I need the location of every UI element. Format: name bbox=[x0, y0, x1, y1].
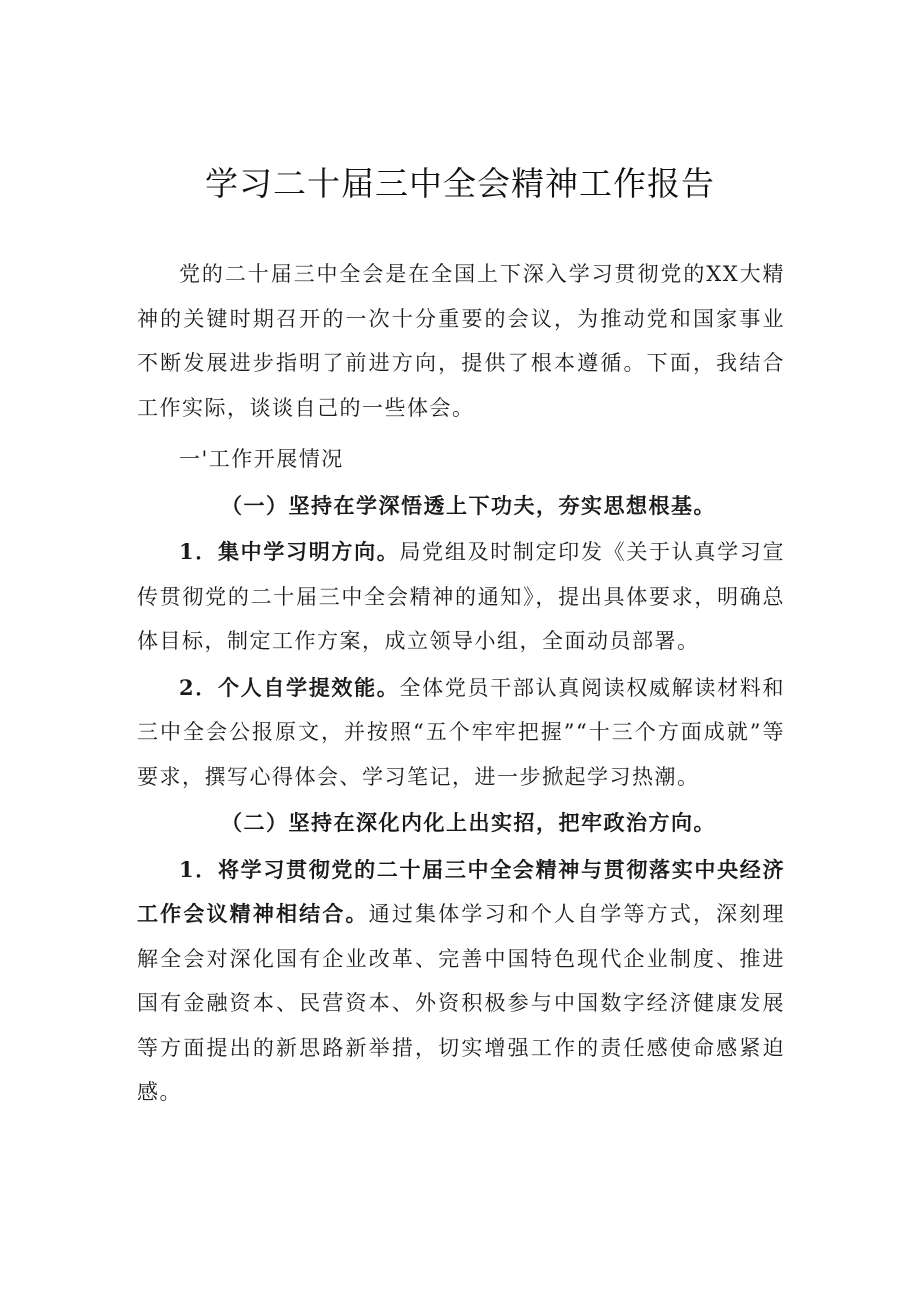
item-2-1-lead: 1．将学习贯彻党的二十届三中全会精神与贯彻落实中央经济工作会议精神相结合。 bbox=[137, 856, 785, 926]
section-heading-1: 一'工作开展情况 bbox=[179, 447, 344, 471]
item-2-1-paragraph bbox=[137, 848, 785, 1115]
intro-paragraph: 党的二十届三中全会是在全国上下深入学习贯彻党的XX大精神的关键时期召开的一次十分重要的会议，为推动党和国家事业不断发展进步指明了前进方向，提供了根本遵循。下面，我结合工作实际，谈谈自己的一些体会。 bbox=[137, 262, 785, 420]
item-2-1-text: 通过集体学习和个人自学等方式，深刻理解全会对深化国有企业改革、完善中国特色现代企业制度、推进国有金融资本、民营资本、外资积极参与中国数字经济健康发展等方面提出的新思路新举措，切实增强工作的责任感使命感紧迫感。 bbox=[137, 902, 786, 1104]
subsection-heading-1: （一）坚持在学深悟透上下功夫，夯实思想根基。 bbox=[221, 492, 716, 518]
subsection-heading-2: （二）坚持在深化内化上出实招，把牢政治方向。 bbox=[221, 810, 716, 835]
item-1-2-lead: 2．个人自学提效能。 bbox=[179, 674, 400, 700]
document-title: 学习二十届三中全会精神工作报告 bbox=[205, 164, 715, 203]
item-1-1-text: 局党组及时制定印发《关于认真学习宣传贯彻党的二十届三中全会精神的通知》，提出具体要求，明确总体目标，制定工作方案，成立领导小组，全面动员部署。 bbox=[137, 540, 785, 653]
item-1-1-lead: 1．集中学习明方向。 bbox=[179, 539, 400, 564]
item-1-1-paragraph bbox=[137, 530, 785, 664]
document-body bbox=[137, 252, 785, 1115]
item-1-2-text: 全体党员干部认真阅读权威解读材料和三中全会公报原文，并按照“五个牢牢把握”“十三个方面成就”等要求，撰写心得体会、学习笔记，进一步掀起学习热潮。 bbox=[137, 675, 785, 789]
item-1-2-paragraph bbox=[137, 666, 785, 800]
